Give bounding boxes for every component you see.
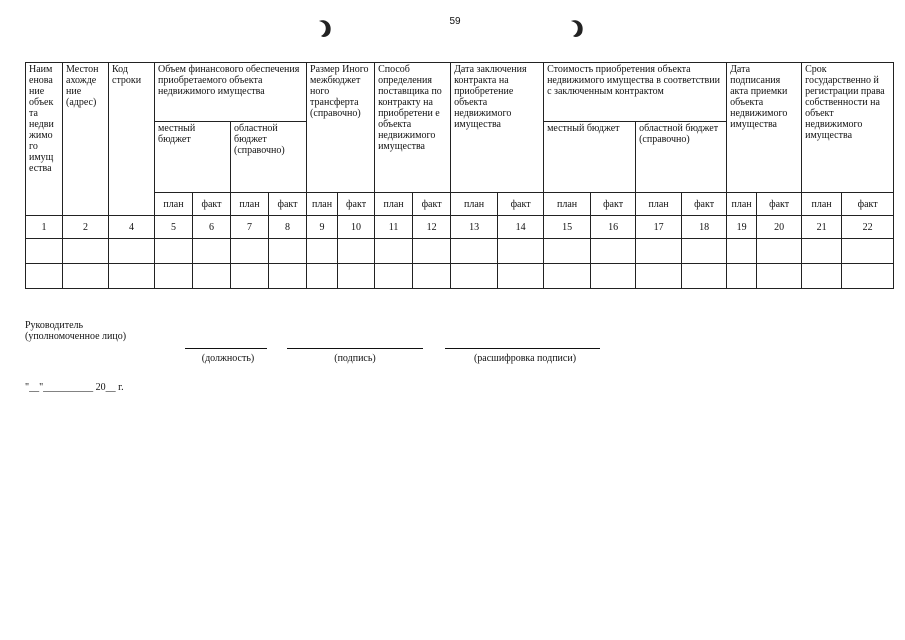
plan-fact-label: факт (757, 193, 802, 216)
column-number: 1 (26, 216, 63, 239)
empty-cell (682, 264, 727, 289)
empty-cell (155, 239, 193, 264)
empty-cell (636, 239, 682, 264)
empty-cell (231, 264, 269, 289)
signature-caption: (подпись) (334, 353, 376, 364)
column-number: 4 (109, 216, 155, 239)
empty-cell (544, 264, 591, 289)
decoding-line (445, 348, 600, 349)
empty-cell (802, 239, 842, 264)
empty-cell (727, 239, 757, 264)
plan-fact-label: факт (682, 193, 727, 216)
empty-cell (842, 264, 894, 289)
signer-title: Руководитель (уполномоченное лицо) (25, 320, 127, 342)
empty-cell (451, 264, 498, 289)
empty-cell (498, 239, 544, 264)
column-number: 11 (375, 216, 413, 239)
signature-line (287, 348, 423, 349)
column-number: 7 (231, 216, 269, 239)
plan-fact-row (26, 193, 894, 216)
column-number: 13 (451, 216, 498, 239)
empty-cell (109, 239, 155, 264)
header-contract-date: Дата заключения контракта на приобретение объекта недвижимого имущества (451, 63, 544, 193)
empty-cell (498, 264, 544, 289)
plan-fact-label: план (451, 193, 498, 216)
empty-cell (63, 264, 109, 289)
empty-cell (544, 239, 591, 264)
column-number: 12 (413, 216, 451, 239)
plan-fact-label: факт (413, 193, 451, 216)
plan-fact-label: факт (498, 193, 544, 216)
empty-cell (682, 239, 727, 264)
header-method: Способ определения поставщика по контракту на приобретени е объекта недвижимого имущества (375, 63, 451, 193)
column-number: 21 (802, 216, 842, 239)
empty-cell (193, 239, 231, 264)
column-number: 16 (591, 216, 636, 239)
header-cost: Стоимость приобретения объекта недвижимого имущества в соответствии с заключенным контрактом (544, 63, 727, 122)
column-number: 5 (155, 216, 193, 239)
empty-cell (307, 264, 338, 289)
empty-cell (26, 239, 63, 264)
column-number: 22 (842, 216, 894, 239)
plan-fact-label: план (375, 193, 413, 216)
column-number: 17 (636, 216, 682, 239)
plan-fact-label: факт (269, 193, 307, 216)
position-caption: (должность) (201, 353, 255, 364)
column-number: 18 (682, 216, 727, 239)
header-cost-local: местный бюджет (544, 122, 636, 193)
table-row (26, 264, 894, 289)
column-number: 8 (269, 216, 307, 239)
empty-cell (63, 239, 109, 264)
empty-cell (338, 239, 375, 264)
empty-cell (591, 264, 636, 289)
header-name: Наим енова ние объек та недви жимо го имущ ества (26, 63, 63, 216)
empty-cell (231, 239, 269, 264)
position-line (185, 348, 267, 349)
header-act-date: Дата подписания акта приемки объекта недвижимого имущества (727, 63, 802, 193)
empty-cell (802, 264, 842, 289)
plan-fact-label: факт (591, 193, 636, 216)
empty-cell (269, 239, 307, 264)
column-number: 14 (498, 216, 544, 239)
column-number-row (26, 216, 894, 239)
empty-cell (757, 264, 802, 289)
header-transfer: Размер Иного межбюджет ного трансферта (справочно) (307, 63, 375, 193)
table-row (26, 239, 894, 264)
empty-cell (155, 264, 193, 289)
empty-cell (636, 264, 682, 289)
plan-fact-label: план (544, 193, 591, 216)
empty-cell (269, 264, 307, 289)
column-number: 10 (338, 216, 375, 239)
report-table (25, 62, 894, 289)
page-number: 59 (449, 16, 461, 27)
header-regional-budget: областной бюджет (справочно) (231, 122, 307, 193)
plan-fact-label: план (636, 193, 682, 216)
empty-cell (375, 264, 413, 289)
column-number: 2 (63, 216, 109, 239)
plan-fact-label: план (802, 193, 842, 216)
plan-fact-label: факт (338, 193, 375, 216)
empty-cell (375, 239, 413, 264)
plan-fact-label: план (155, 193, 193, 216)
empty-cell (193, 264, 231, 289)
header-row-code: Код строки (109, 63, 155, 216)
empty-cell (26, 264, 63, 289)
column-number: 20 (757, 216, 802, 239)
header-cost-regional: областной бюджет (справочно) (636, 122, 727, 193)
empty-cell (757, 239, 802, 264)
header-financing: Объем финансового обеспечения приобретаемого объекта недвижимого имущества (155, 63, 307, 122)
empty-cell (842, 239, 894, 264)
header-registration: Срок государственно й регистрации права собственности на объект недвижимого имущества (802, 63, 894, 193)
plan-fact-label: план (307, 193, 338, 216)
header-location: Местон ахожде ние (адрес) (63, 63, 109, 216)
plan-fact-label: план (231, 193, 269, 216)
hole-punch-mark-icon (314, 17, 336, 39)
plan-fact-label: факт (842, 193, 894, 216)
empty-cell (307, 239, 338, 264)
column-number: 19 (727, 216, 757, 239)
empty-cell (451, 239, 498, 264)
hole-punch-mark-icon (566, 17, 588, 39)
column-number: 9 (307, 216, 338, 239)
empty-cell (109, 264, 155, 289)
empty-cell (413, 239, 451, 264)
column-number: 15 (544, 216, 591, 239)
empty-cell (413, 264, 451, 289)
date-line: "__"__________ 20__ г. (25, 382, 124, 393)
column-number: 6 (193, 216, 231, 239)
empty-cell (591, 239, 636, 264)
header-local-budget: местный бюджет (155, 122, 231, 193)
plan-fact-label: план (727, 193, 757, 216)
plan-fact-label: факт (193, 193, 231, 216)
empty-cell (338, 264, 375, 289)
empty-cell (727, 264, 757, 289)
table-header-row (26, 63, 894, 122)
decoding-caption: (расшифровка подписи) (473, 353, 577, 364)
